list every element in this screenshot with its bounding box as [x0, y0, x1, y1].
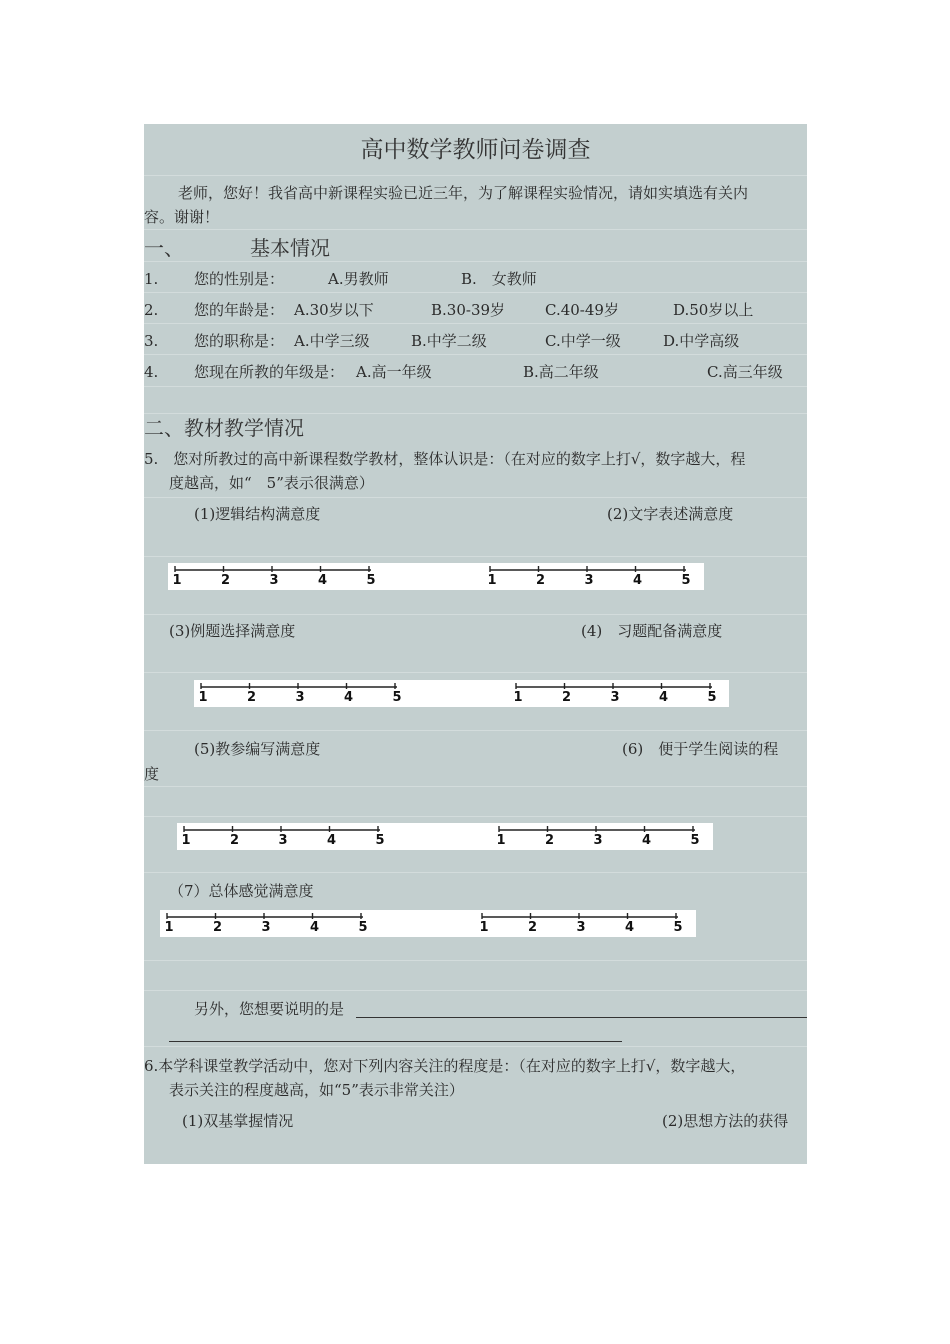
q4-option-b[interactable]: B.高二年级 — [523, 363, 599, 381]
scale-number-2[interactable]: 2 — [220, 573, 231, 588]
scale-number-5[interactable]: 5 — [681, 573, 691, 588]
scale-number-3[interactable]: 3 — [610, 690, 620, 705]
q1-text: 您的性别是： — [194, 270, 285, 288]
row-rule — [144, 386, 807, 387]
scale-number-1[interactable]: 1 — [164, 920, 174, 935]
rating-strip — [168, 563, 704, 590]
scale-number-5[interactable]: 5 — [392, 690, 402, 705]
scale-number-4[interactable]: 4 — [658, 690, 669, 705]
other-comments-line-2[interactable] — [169, 1041, 622, 1042]
number-line — [492, 823, 700, 850]
number-line — [177, 823, 385, 850]
q5-item-2: (2)文字表述满意度 — [607, 505, 734, 523]
row-rule — [144, 556, 807, 557]
rating-strip — [160, 910, 696, 937]
scale-number-1[interactable]: 1 — [479, 920, 489, 935]
q4-option-c[interactable]: C.高三年级 — [707, 363, 783, 381]
scale-number-4[interactable]: 4 — [632, 573, 643, 588]
rating-scale-7[interactable] — [160, 910, 368, 937]
q5-item-6-continued: 度 — [144, 765, 160, 783]
rating-strip — [194, 680, 729, 707]
scale-number-4[interactable]: 4 — [326, 833, 337, 848]
q5-line-1: 5. 您对所教过的高中新课程数学教材，整体认识是：（在对应的数字上打√，数字越大，程 — [144, 450, 746, 468]
questionnaire-sheet — [144, 124, 807, 1164]
q5-item-3: (3)例题选择满意度 — [169, 622, 296, 640]
number-line — [194, 680, 402, 707]
q6-item-2: (2)思想方法的获得 — [662, 1112, 789, 1130]
q2-option-c[interactable]: C.40-49岁 — [545, 301, 619, 319]
q5-item-1: (1)逻辑结构满意度 — [194, 505, 321, 523]
number-line — [475, 910, 683, 937]
scale-number-1[interactable]: 1 — [496, 833, 506, 848]
row-rule — [144, 497, 807, 498]
q3-option-a[interactable]: A.中学三级 — [294, 332, 370, 350]
scale-number-3[interactable]: 3 — [576, 920, 586, 935]
section1-number: 一、 — [144, 236, 184, 260]
row-rule — [144, 816, 807, 817]
q4-text: 您现在所教的年级是： — [194, 363, 345, 381]
row-rule — [144, 730, 807, 731]
q6-line-1: 6.本学科课堂教学活动中，您对下列内容关注的程度是：（在对应的数字上打√，数字越大， — [144, 1057, 746, 1075]
scale-number-2[interactable]: 2 — [212, 920, 223, 935]
q3-option-c[interactable]: C.中学一级 — [545, 332, 621, 350]
row-rule — [144, 354, 807, 355]
scale-number-2[interactable]: 2 — [246, 690, 257, 705]
scale-number-1[interactable]: 1 — [487, 573, 497, 588]
scale-number-3[interactable]: 3 — [584, 573, 594, 588]
scale-number-5[interactable]: 5 — [375, 833, 385, 848]
row-rule — [144, 175, 807, 176]
row-rule — [144, 990, 807, 991]
scale-number-1[interactable]: 1 — [172, 573, 182, 588]
rating-scale-1[interactable] — [168, 563, 376, 590]
scale-number-5[interactable]: 5 — [358, 920, 368, 935]
scale-number-3[interactable]: 3 — [261, 920, 271, 935]
q6-item-1: (1)双基掌握情况 — [182, 1112, 294, 1130]
q3-text: 您的职称是： — [194, 332, 285, 350]
rating-scale-8[interactable] — [475, 910, 683, 937]
scale-number-2[interactable]: 2 — [527, 920, 538, 935]
q3-number: 3. — [144, 332, 159, 350]
rating-scale-5[interactable] — [177, 823, 385, 850]
rating-scale-2[interactable] — [483, 563, 691, 590]
scale-number-3[interactable]: 3 — [278, 833, 288, 848]
scale-number-5[interactable]: 5 — [690, 833, 700, 848]
q4-number: 4. — [144, 363, 159, 381]
scale-number-4[interactable]: 4 — [343, 690, 354, 705]
q5-item-7: （7）总体感觉满意度 — [169, 882, 314, 900]
scale-number-1[interactable]: 1 — [513, 690, 523, 705]
other-comments-label: 另外，您想要说明的是 — [194, 1000, 345, 1018]
rating-strip — [177, 823, 713, 850]
other-comments-line[interactable] — [356, 1017, 807, 1018]
q6-line-2: 表示关注的程度越高，如“5”表示非常关注） — [169, 1081, 464, 1099]
q3-option-d[interactable]: D.中学高级 — [663, 332, 740, 350]
scale-number-4[interactable]: 4 — [317, 573, 328, 588]
scale-number-5[interactable]: 5 — [707, 690, 717, 705]
q5-item-4: (4) 习题配备满意度 — [581, 622, 723, 640]
scale-number-3[interactable]: 3 — [269, 573, 279, 588]
row-rule — [144, 292, 807, 293]
q2-text: 您的年龄是： — [194, 301, 285, 319]
number-line — [168, 563, 376, 590]
scale-number-2[interactable]: 2 — [229, 833, 240, 848]
scale-number-4[interactable]: 4 — [309, 920, 320, 935]
q5-item-5: (5)教参编写满意度 — [194, 740, 321, 758]
intro-line-2: 容。谢谢！ — [144, 208, 220, 226]
q2-number: 2. — [144, 301, 159, 319]
scale-number-3[interactable]: 3 — [593, 833, 603, 848]
scale-number-2[interactable]: 2 — [535, 573, 546, 588]
rating-scale-6[interactable] — [492, 823, 700, 850]
q5-line-2: 度越高，如“ 5”表示很满意） — [169, 474, 374, 492]
scale-number-1[interactable]: 1 — [198, 690, 208, 705]
scale-number-5[interactable]: 5 — [366, 573, 376, 588]
q3-option-b[interactable]: B.中学二级 — [411, 332, 487, 350]
q1-option-a[interactable]: A.男教师 — [328, 270, 389, 288]
page-title: 高中数学教师问卷调查 — [360, 137, 591, 163]
row-rule — [144, 261, 807, 262]
q5-item-6: (6) 便于学生阅读的程 — [622, 740, 779, 758]
row-rule — [144, 323, 807, 324]
section2-title: 二、教材教学情况 — [144, 416, 304, 440]
row-rule — [144, 229, 807, 230]
rating-scale-3[interactable] — [194, 680, 402, 707]
q2-option-d[interactable]: D.50岁以上 — [673, 301, 754, 319]
row-rule — [144, 1046, 807, 1047]
q2-option-b[interactable]: B.30-39岁 — [431, 301, 506, 319]
number-line — [509, 680, 717, 707]
row-rule — [144, 786, 807, 787]
q1-option-b[interactable]: B. 女教师 — [461, 270, 537, 288]
scale-number-4[interactable]: 4 — [624, 920, 635, 935]
intro-line-1: 老师，您好！我省高中新课程实验已近三年，为了解课程实验情况，请如实填选有关内 — [178, 184, 749, 202]
row-rule — [144, 960, 807, 961]
number-line — [483, 563, 691, 590]
row-rule — [144, 614, 807, 615]
row-rule — [144, 872, 807, 873]
q2-option-a[interactable]: A.30岁以下 — [294, 301, 374, 319]
row-rule — [144, 672, 807, 673]
scale-number-4[interactable]: 4 — [641, 833, 652, 848]
rating-scale-4[interactable] — [509, 680, 717, 707]
scale-number-3[interactable]: 3 — [295, 690, 305, 705]
scale-number-2[interactable]: 2 — [561, 690, 572, 705]
scale-number-2[interactable]: 2 — [544, 833, 555, 848]
number-line — [160, 910, 368, 937]
q1-number: 1. — [144, 270, 159, 288]
scale-number-5[interactable]: 5 — [673, 920, 683, 935]
q4-option-a[interactable]: A.高一年级 — [356, 363, 432, 381]
section1-title: 基本情况 — [250, 236, 330, 260]
scale-number-1[interactable]: 1 — [181, 833, 191, 848]
